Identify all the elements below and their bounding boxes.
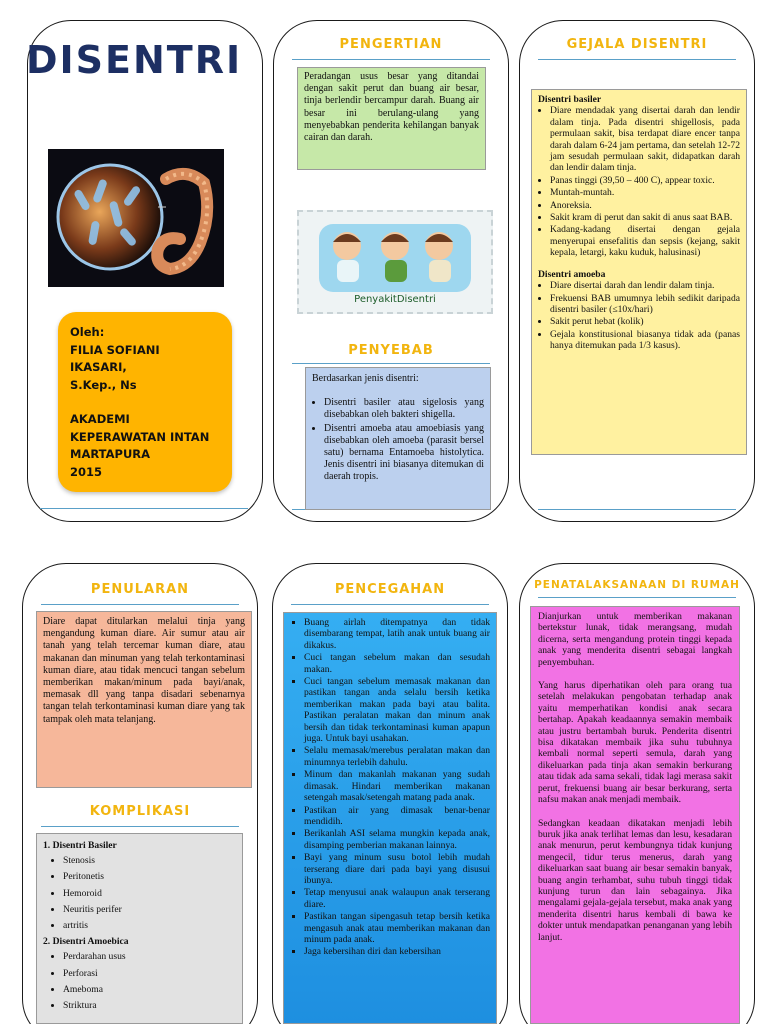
komplikasi-item: • Perdarahan usus [63,949,236,964]
penyebab-heading: PENYEBAB [348,343,434,358]
komplikasi-item: • Striktura [63,998,236,1013]
komplikasi-heading: KOMPLIKASI [89,804,191,819]
penularan-text-box [36,611,252,788]
gejala-item: • Kadang-kadang disertai dengan gejala menyerupai ensefalitis dan sepsis (kejang, sakit kepala, letargi, kaku kuduk, halusinasi) [550,224,740,258]
penatalaksanaan-paragraph: Dianjurkan untuk memberikan makanan bertekstur lunak, tidak merangsang, mudah dicerna, serta mengandung protein tinggi kepada anak yang menderita disentri sebagai langkah penyembuhan. [538,611,732,668]
penatalaksanaan-paragraph: Yang harus diperhatikan oleh para orang tua setelah melakukan pengobatan terhadap anak yaitu memperhatikan kondisi anak secara bertahap. Apakah keadaannya semakin membaik atau justru bertambah buruk. Penderita disentri bisa dikatakan membaik jika suhu tubuhnya kembali normal seperti semula, darah yang dikeluarkan pada tinja akan semakin berkurang atau tidak ada sama sekali, tidak lagi merasa sakit perut, frekuensi buang air besar berkurang, serta nafsu makan anak menjadi membaik. [538,680,732,806]
leaflet-title: DISENTRI [26,38,243,82]
intestine-illustration [48,149,224,287]
gejala-item: • Anoreksia. [550,200,740,211]
pengertian-text: Peradangan usus besar yang ditandai dengan sakit perut dan buang air besar, tinja berlendir bercampur darah. Buang air besar ini berulang-ulang yang menyebabkan penderita kehilangan banyak cairan dan darah. [304,71,479,144]
divider [292,59,490,60]
pengertian-text-box [297,67,486,170]
pencegahan-text-box [283,612,497,1024]
divider [292,363,490,364]
penularan-text: Diare dapat ditularkan melalui tinja yang mengandung kuman diare. Air sumur atau air tanah yang telah tercemar kuman diare, atau makanan dan minuman yang telah terkontaminasi kuman diare, atau tidak mencuci tangan sebelum memberikan makan/minum pada bayi/anak, memasak dll yang tanpa disadari sebenarnya tangan telah terkontaminasi kuman diare yang tak tampak oleh mata telanjang. [43,616,245,725]
divider [41,826,239,827]
gejala-item: • Diare mendadak yang disertai darah dan lendir dalam tinja. Pada disentri shigellosis, pada permulaan sakit, bisa terdapat diare encer tanpa darah dalam 6-24 jam pertama, dan setelah 12-72 jam sesudah permulaan sakit, didapatkan darah dan lendir dalam tinja. [550,105,740,173]
gejala-heading: GEJALA DISENTRI [566,37,708,52]
author-line: 2015 [70,464,103,479]
gejala-amoeba-title: Disentri amoeba [538,268,606,280]
image-caption: PenyakitDisentri [354,294,436,305]
komplikasi-text-box [36,833,243,1024]
gejala-item: • Diare disertai darah dan lendir dalam tinja. [550,280,740,291]
author-line: AKADEMI [70,412,130,426]
divider [291,604,489,605]
pengertian-heading: PENGERTIAN [339,37,443,52]
komplikasi-item: • Perforasi [63,966,236,981]
pencegahan-item: ▪ Buang airlah ditempatnya dan tidak disembarang tempat, latih anak untuk buang air dikakus. [304,617,490,651]
author-line: FILIA SOFIANI IKASARI, [70,342,160,374]
gejala-basiler-title: Disentri basiler [538,94,602,105]
pencegahan-item: ▪ Cuci tangan sebelum memasak makanan dan pastikan tangan anda selalu bersih ketika memberikan makan pada bayi atau balita. Pastikan peralatan makan dan minum anak bersih dan tidak terkontaminasi kuman apapun juga. Untuk bayi usahakan. [304,676,490,744]
pencegahan-item: ▪ Tetap menyusui anak walaupun anak terserang diare. [304,887,490,910]
komplikasi-item: • Neuritis perifer [63,902,236,917]
penyebab-item: • Disentri amoeba atau amoebiasis yang disebabkan oleh amoeba (parasit bersel satu) bernama Entamoeba histolytica. Jenis disentri ini biasanya ditemukan di daerah tropis. [324,423,484,484]
penatalaksanaan-heading: PENATALAKSANAAN DI RUMAH [534,579,740,591]
komplikasi-item: • Peritonetis [63,869,236,884]
pencegahan-item: ▪ Pastikan tangan sipengasuh tetap bersih ketika mengasuh anak atau memberikan makanan dan minum pada anak. [304,911,490,945]
penatalaksanaan-paragraph: Sedangkan keadaan dikatakan menjadi lebih buruk jika anak terlihat lemas dan lesu, kesadaran anak menurun, perut kembungnya tidak kunjung mengecil, tidur terus menerus, darah yang dikeluarkan saat buang air besar semakin banyak, buang angin terhambat, suhu tubuh tinggi tidak kunjung turun dan lain sebagainya. Jika mengalami gejala-gejala tersebut, maka anak yang menderita disentri harus kembali di bawa ke dokter untuk mendapatkan penanganan yang lebih lanjut. [538,817,732,943]
author-box [58,312,232,492]
penyebab-intro: Berdasarkan jenis disentri: [312,373,419,384]
author-line: S.Kep., Ns [70,377,137,392]
pencegahan-item: ▪ Cuci tangan sebelum makan dan sesudah makan. [304,652,490,675]
divider [538,59,736,60]
pencegahan-item: ▪ Minum dan makanlah makanan yang sudah dimasak. Hindari memberikan makanan setengah masak/setengah matang pada anak. [304,769,490,803]
komplikasi-item: • Hemoroid [63,886,236,901]
gejala-item: • Sakit kram di perut dan sakit di anus saat BAB. [550,212,740,223]
pencegahan-item: ▪ Selalu memasak/merebus peralatan makan dan minumnya terlebih dahulu. [304,745,490,768]
komplikasi-group-title: 1. Disentri Basiler [43,840,117,851]
children-illustration [297,210,493,314]
author-line: Oleh: [70,325,105,339]
komplikasi-item: • artritis [63,918,236,933]
komplikasi-item: • Ameboma [63,982,236,997]
penularan-heading: PENULARAN [90,582,190,597]
author-line: KEPERAWATAN INTAN [70,429,210,444]
penyebab-item: • Disentri basiler atau sigelosis yang disebabkan oleh bakteri shigella. [324,397,484,421]
pencegahan-item: ▪ Berikanlah ASI selama mungkin kepada anak, disamping pemberian makanan lainnya. [304,828,490,851]
gejala-item: • Gejala konstitusional biasanya tidak ada (panas hanya ditemukan pada 1/3 kasus). [550,329,740,352]
pencegahan-item: ▪ Jaga kebersihan diri dan kebersihan [304,946,490,957]
gejala-item: • Muntah-muntah. [550,187,740,198]
penyebab-text-box [305,367,491,510]
gejala-item: • Panas tinggi (39,50 – 400 C), appear toxic. [550,175,740,186]
pencegahan-item: ▪ Pastikan air yang dimasak benar-benar mendidih. [304,805,490,828]
gejala-text-box [531,89,747,455]
divider [538,509,736,510]
penatalaksanaan-text-box [530,606,740,1024]
divider [538,597,736,598]
author-line: MARTAPURA [70,447,151,461]
gejala-item: • Frekuensi BAB umumnya lebih sedikit daripada disentri basiler (≤10x/hari) [550,293,740,316]
divider [40,508,248,509]
pencegahan-item: ▪ Bayi yang minum susu botol lebih mudah terserang diare dari pada bayi yang disusui ibunya. [304,852,490,886]
komplikasi-group-title: 2. Disentri Amoebica [43,936,129,948]
pencegahan-heading: PENCEGAHAN [334,582,446,597]
divider [41,604,239,605]
komplikasi-item: • Stenosis [63,853,236,868]
gejala-item: • Sakit perut hebat (kolik) [550,316,740,327]
